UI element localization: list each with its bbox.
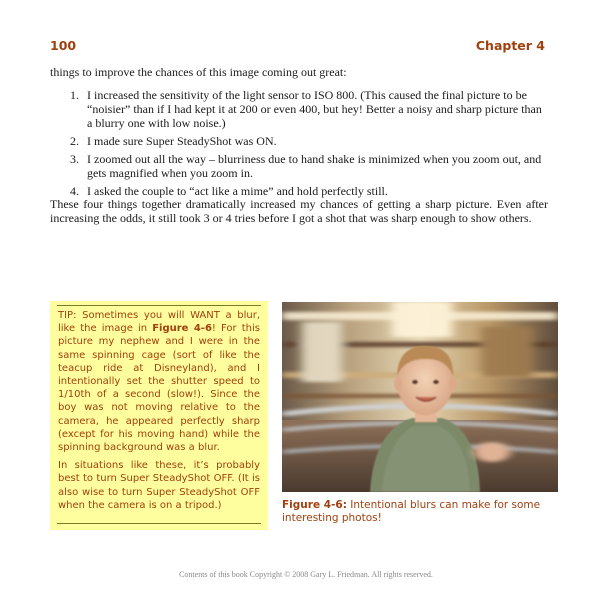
list-item-text: I increased the sensitivity of the light sensor to ISO 800. (This caused the final picture to be “noisier” than if I had kept it at 200 or even 400, but hey! Better a noisy and sharp picture than a blurry one with low noise.) — [87, 88, 542, 130]
intro-line: things to improve the chances of this image coming out great: — [50, 65, 347, 79]
list-item — [50, 88, 548, 130]
copyright-footer: Contents of this book Copyright © 2008 Gary L. Friedman. All rights reserved. — [179, 570, 433, 579]
list-item-number: 1. — [70, 88, 79, 102]
body-paragraph: These four things together dramatically increased my chances of getting a sharp picture. Even after increasing the odds, it still took 3 or 4 tries before I got a shot that was sharp enough to show others. — [50, 197, 548, 225]
tip-paragraph-2: In situations like these, it’s probably best to turn Super SteadyShot OFF. (It is also wise to turn Super SteadyShot OFF when the camera is on a tripod.) — [58, 460, 260, 511]
list-item-number: 3. — [70, 152, 79, 166]
figure-reference: Figure 4-6 — [152, 323, 212, 335]
tip-top-rule — [57, 305, 261, 306]
figure-label: Figure 4-6: — [282, 499, 347, 511]
tip-box — [50, 301, 268, 530]
figure-photo — [282, 302, 558, 492]
list-item-number: 2. — [70, 134, 79, 148]
tip-bottom-rule — [57, 523, 261, 524]
list-item-text: I made sure Super SteadyShot was ON. — [87, 134, 277, 148]
chapter-title: Chapter 4 — [475, 38, 545, 53]
tip-text-rest: ! For this picture my nephew and I were in the same spinning cage (sort of like the teacup ride at Disneyland), and I intentionally set the shutter speed to 1/10th of a second (slow!). Since the boy was not moving relative to the camera, he appeared perfectly sharp (except for his moving hand) while the spinning background was a blur. — [58, 323, 260, 454]
page-number: 100 — [50, 38, 77, 53]
list-item — [50, 134, 548, 148]
tip-text-start: TIP: Sometimes you will WANT a blur, like the image in — [58, 310, 260, 335]
list-item-number: 4. — [70, 184, 79, 198]
tip-text — [58, 309, 260, 517]
blurred-carousel-photo — [282, 302, 558, 492]
list-item-text: I zoomed out all the way – blurriness due to hand shake is minimized when you zoom out, and gets magnified when you zoom in. — [87, 152, 542, 180]
list-item-text: I asked the couple to “act like a mime” and hold perfectly still. — [87, 184, 388, 198]
steps-list — [50, 88, 548, 202]
tip-paragraph — [58, 309, 260, 454]
list-item — [50, 152, 548, 180]
figure-caption — [282, 499, 558, 525]
figure-caption-text: Intentional blurs can make for some interesting photos! — [282, 499, 541, 524]
list-item — [50, 184, 548, 198]
